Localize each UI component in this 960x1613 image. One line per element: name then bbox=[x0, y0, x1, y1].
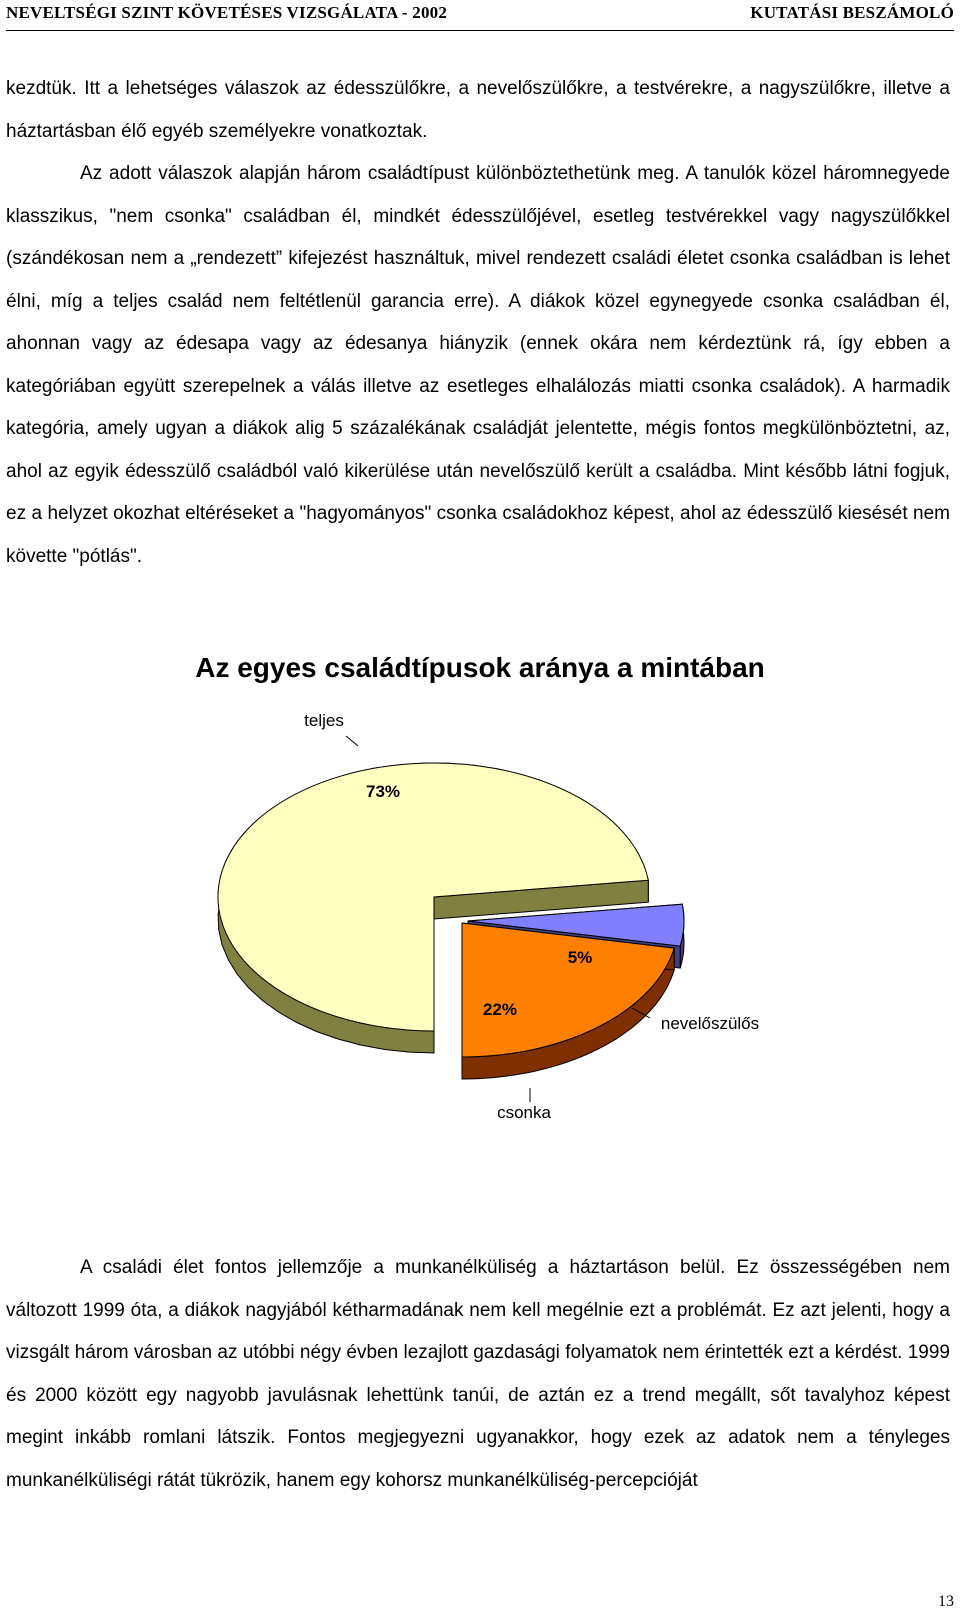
leader-line-teljes bbox=[346, 736, 358, 746]
family-type-pie-chart bbox=[0, 700, 960, 1160]
paragraph-unemployment-text: A családi élet fontos jellemzője a munkanélküliség a háztartáson belül. Ez összességében nem változott 1999 óta, a diákok nagyjából kétharmadának nem kell megélnie ezt a problémát. Ez azt jelenti, hogy a vizsgált három városban az utóbbi négy évben lezajlott gazdasági folyamatok nem érintették ezt a kérdést. 1999 és 2000 között egy nagyobb javulásnak lehettünk tanúi, de aztán ez a trend megállt, sőt tavalyhoz képest megint inkább romlani látszik. Fontos megjegyezni ugyanakkor, hogy ezek az adatok nem a tényleges munkanélküliségi rátát tükrözik, hanem egy kohorsz munkanélküliség-percepcióját bbox=[6, 1257, 950, 1491]
chart-title: Az egyes családtípusok aránya a mintában bbox=[195, 652, 765, 683]
paragraph-continuation-text: kezdtük. Itt a lehetséges válaszok az édesszülőkre, a nevelőszülőkre, a testvérekre, a nagyszülőkre, illetve a háztartásban élő egyéb személyekre vonatkoztak. bbox=[6, 78, 950, 142]
slice-value-label: 22% bbox=[482, 1000, 518, 1019]
slice-category-label: nevelőszülős bbox=[660, 1014, 760, 1033]
paragraph-family-types-text: Az adott válaszok alapján három családtípust különböztethetünk meg. A tanulók közel háromnegyede klasszikus, "nem csonka" családban él, mindkét édesszülőjével, esetleg testvérekkel vagy nagyszülőkkel (szándékosan nem a „rendezett” kifejezést használtuk, mivel rendezett családi életet csonka családban is lehet élni, míg a teljes család nem feltétlenül garancia erre). A diákok közel egynegyede csonka családban él, ahonnan vagy az édesapa vagy az édesanya hiányzik (ennek okára nem kérdeztünk rá, így ebben a kategóriában együtt szerepelnek a válás illetve az esetleges elhalálozás miatti csonka családok). A harmadik kategória, amely ugyan a diákok alig 5 százalékának családját jelentette, mégis fontos megkülönböztetni, az, ahol az egyik édesszülő családból való kikerülése után nevelőszülő került a családba. Mint később látni fogjuk, ez a helyzet okozhat eltéréseket a "hagyományos" csonka családokhoz képest, ahol az édesszülő kiesését nem követte "pótlás". bbox=[6, 163, 950, 567]
body-paragraph-intro bbox=[6, 68, 950, 578]
slice-value-label: 5% bbox=[567, 948, 593, 967]
page-number: 13 bbox=[938, 1593, 954, 1610]
slice-category-label: csonka bbox=[497, 1103, 551, 1122]
running-header bbox=[6, 0, 954, 31]
body-paragraph-unemployment bbox=[6, 1247, 950, 1502]
header-title: NEVELTSÉGI SZINT KÖVETÉSES VIZSGÁLATA - 2002 bbox=[6, 3, 448, 22]
slice-category-label: teljes bbox=[304, 711, 344, 730]
header-report-type: KUTATÁSI BESZÁMOLÓ bbox=[750, 3, 954, 22]
slice-value-label: 73% bbox=[365, 782, 401, 801]
